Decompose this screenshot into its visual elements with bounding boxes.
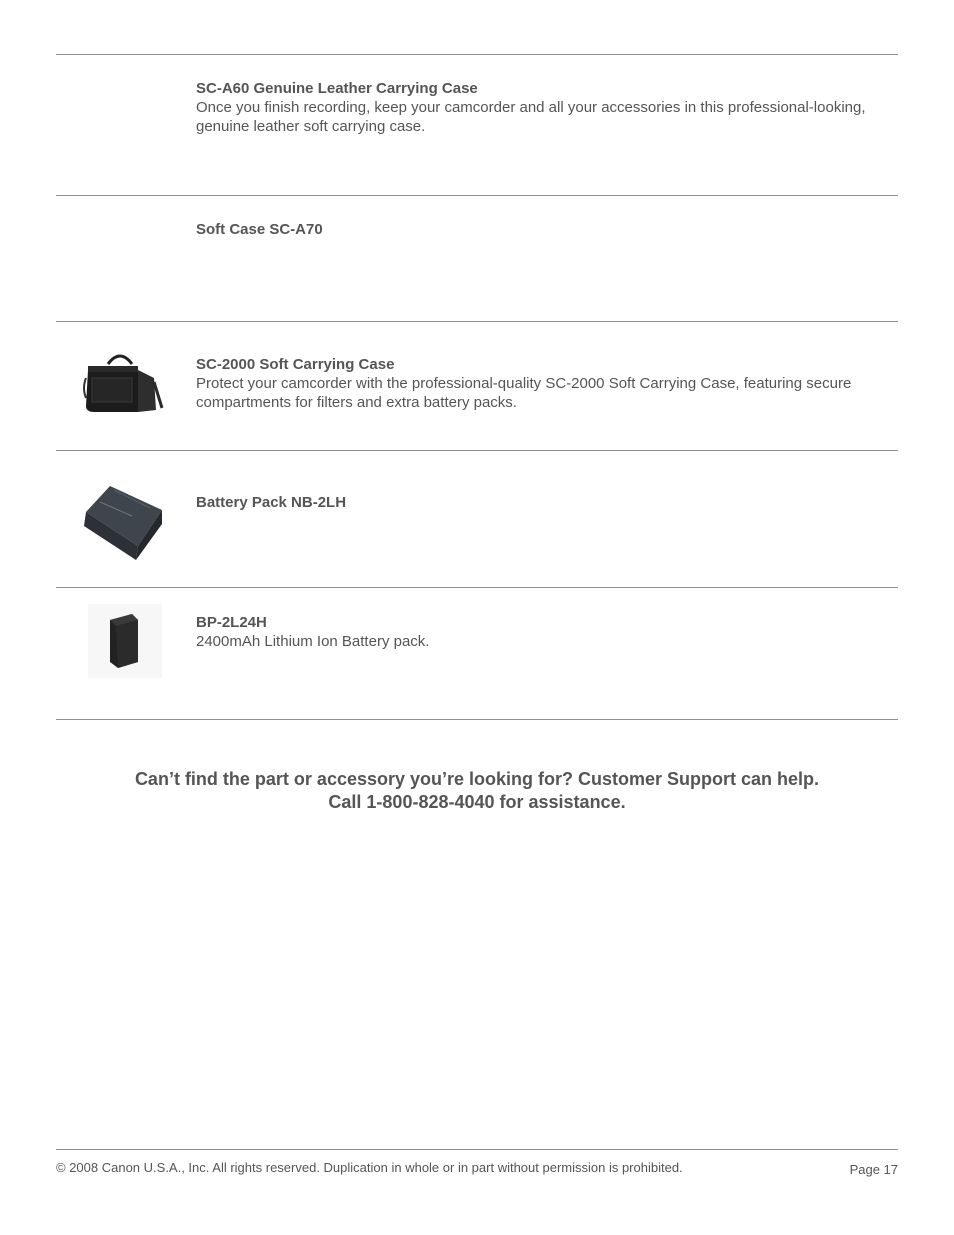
product-nb-2lh <box>196 493 896 512</box>
product-title: SC-2000 Soft Carrying Case <box>196 356 395 373</box>
footer-divider <box>56 1149 898 1150</box>
product-description: 2400mAh Lithium Ion Battery pack. <box>196 633 430 650</box>
support-line-1: Can’t find the part or accessory you’re looking for? Customer Support can help. <box>134 769 820 789</box>
divider <box>56 450 898 451</box>
divider <box>56 587 898 588</box>
copyright-notice: © 2008 Canon U.S.A., Inc. All rights reserved. Duplication in whole or in part without permission is prohibited. <box>56 1160 683 1175</box>
support-phone-line: Call 1-800-828-4040 for assistance. <box>328 792 626 812</box>
carrying-bag-image <box>80 348 166 422</box>
product-title: Soft Case SC-A70 <box>196 221 323 238</box>
support-message <box>0 768 954 814</box>
product-bp-2l24h <box>196 613 896 651</box>
product-sc-2000 <box>196 355 896 412</box>
divider <box>56 54 898 55</box>
battery-pack-image <box>80 480 166 564</box>
battery-bp-2l24h-image <box>88 604 162 678</box>
product-sc-a60 <box>196 79 896 136</box>
product-sc-a70 <box>196 220 896 239</box>
product-description: Once you finish recording, keep your camcorder and all your accessories in this professional-looking, genuine leather soft carrying case. <box>196 99 866 135</box>
product-title: BP-2L24H <box>196 614 267 631</box>
divider <box>56 321 898 322</box>
divider <box>56 195 898 196</box>
page-number: Page 17 <box>849 1162 898 1177</box>
product-title: Battery Pack NB-2LH <box>196 494 347 511</box>
product-description: Protect your camcorder with the professional-quality SC-2000 Soft Carrying Case, featuring secure compartments for filters and extra battery packs. <box>196 375 852 411</box>
divider <box>56 719 898 720</box>
product-title: SC-A60 Genuine Leather Carrying Case <box>196 80 478 97</box>
